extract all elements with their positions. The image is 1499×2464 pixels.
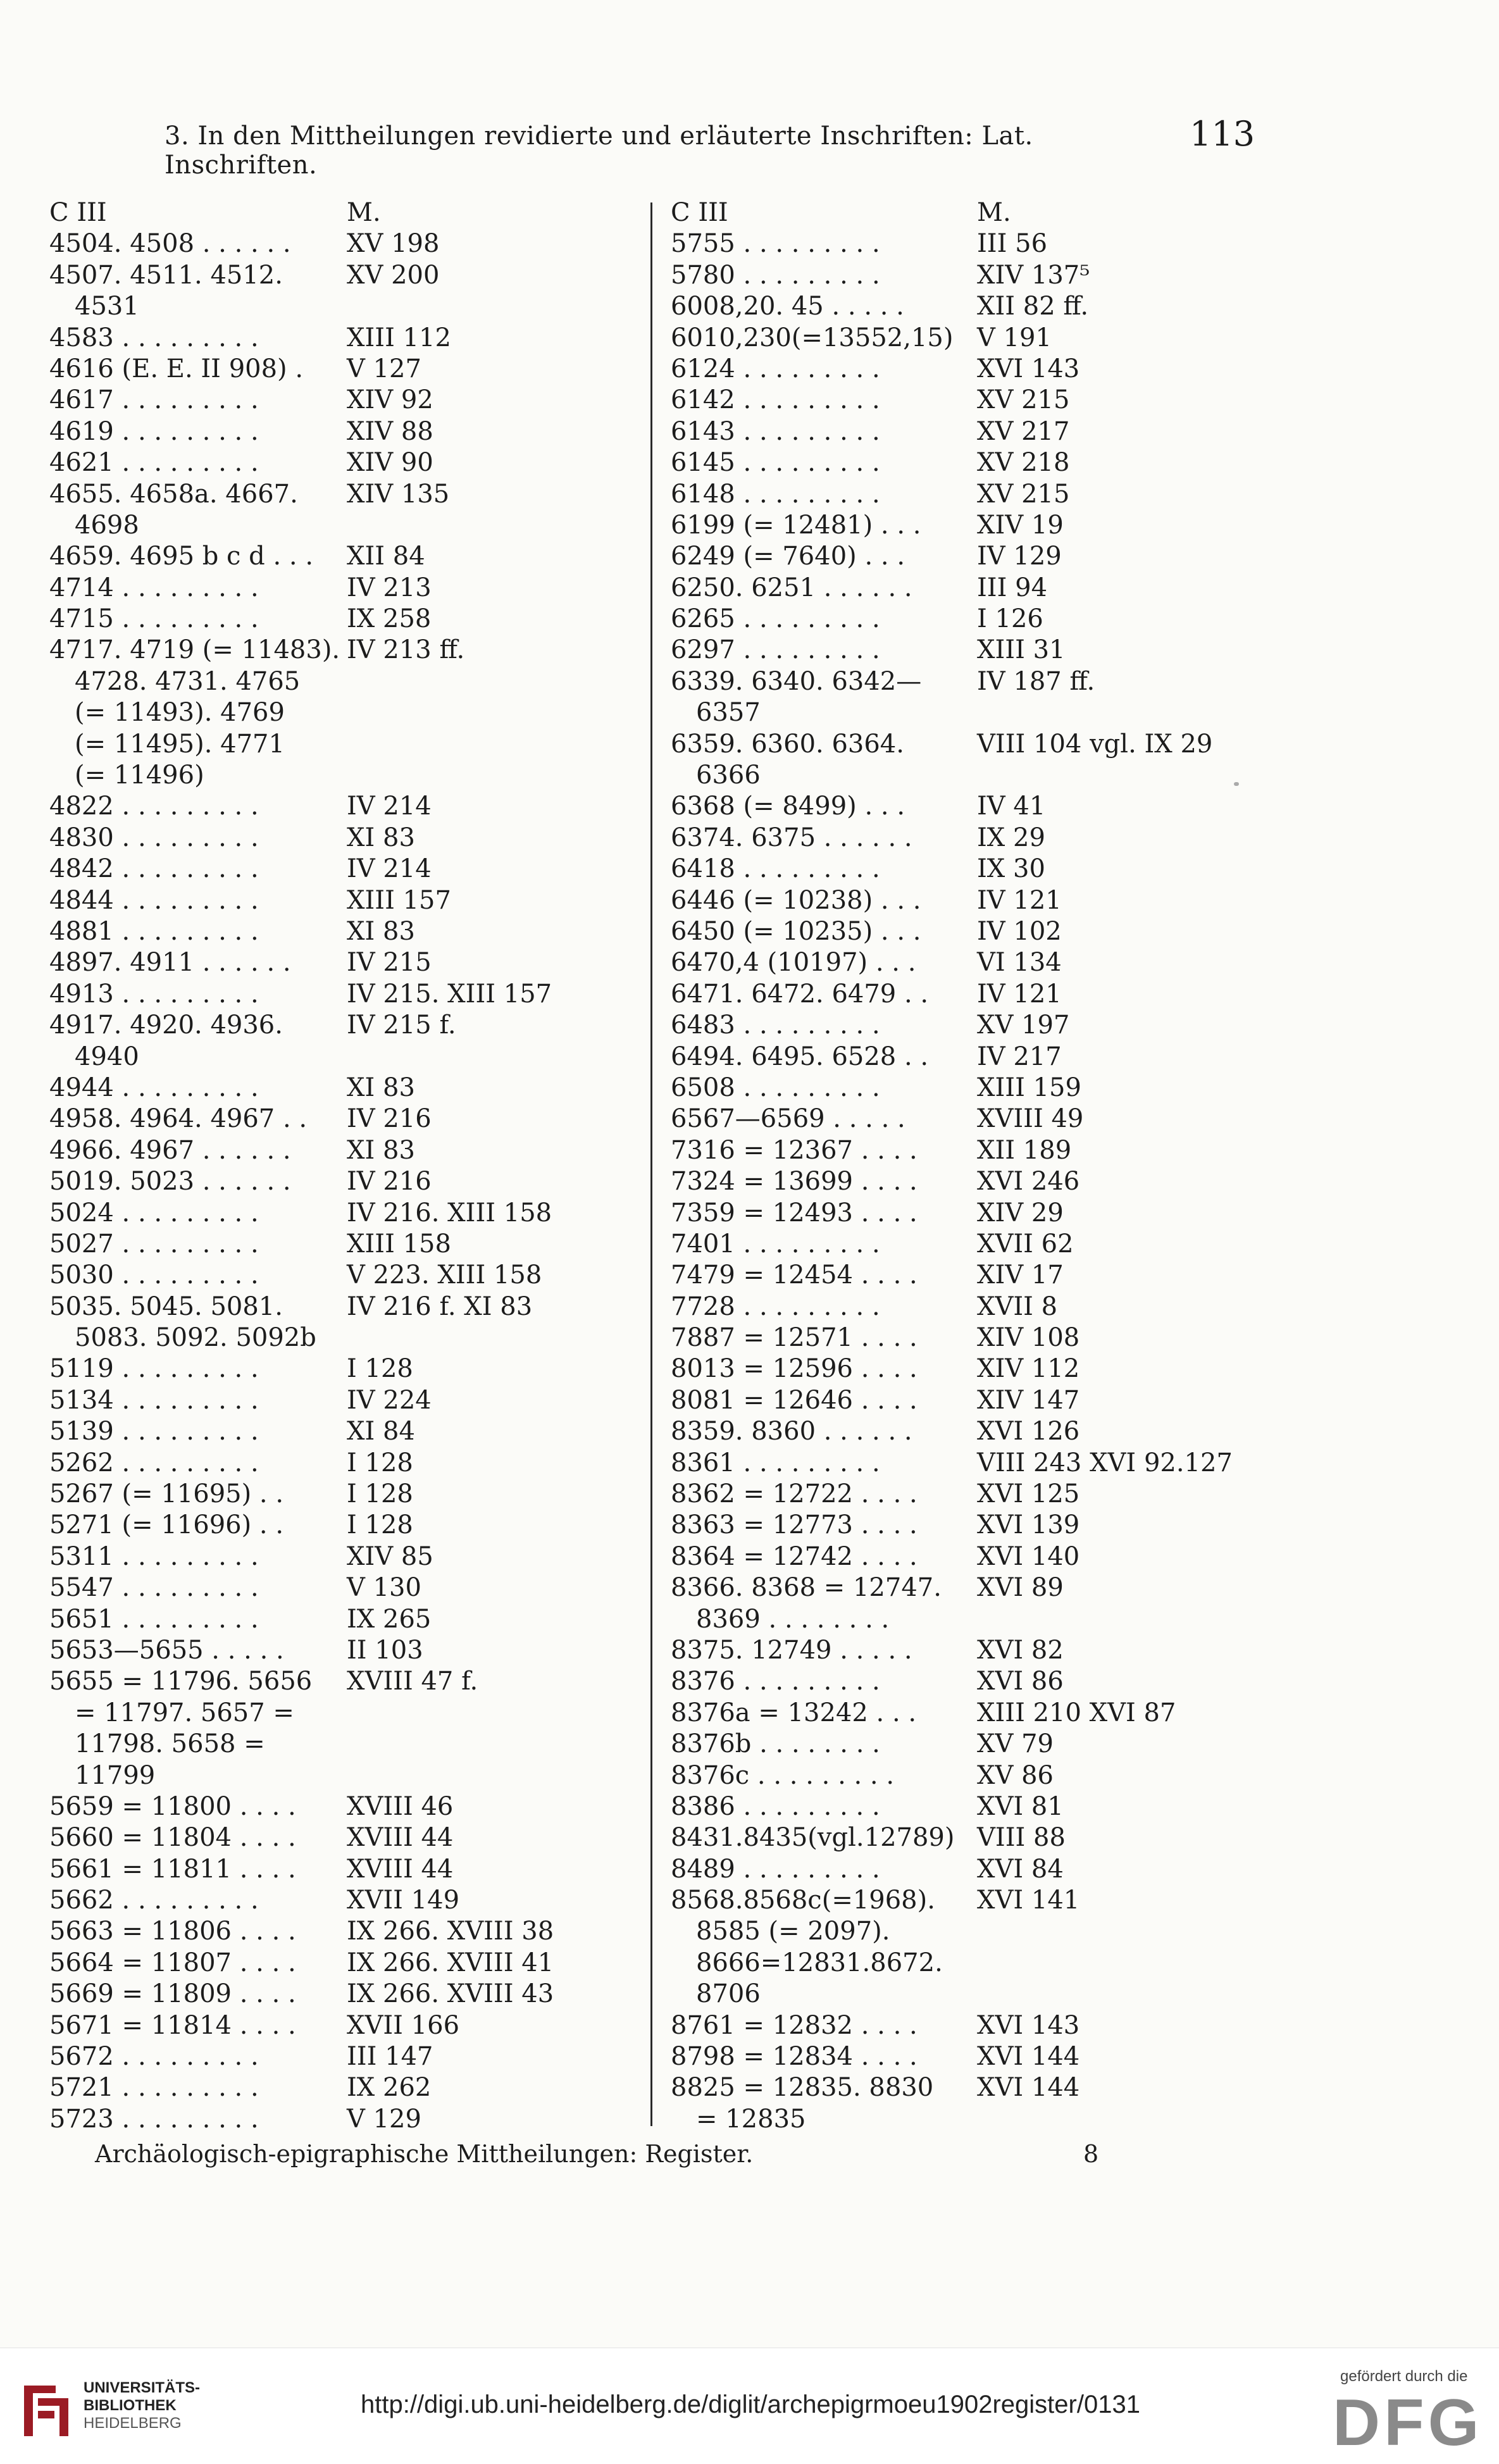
- inscription-ref: 6368 (= 8499) . . .: [671, 792, 905, 821]
- volume-page-ref: XVI 143: [977, 2010, 1080, 2040]
- inscription-ref: 4507. 4511. 4512.: [49, 260, 283, 290]
- inscription-ref: 4830 . . . . . . . . .: [49, 823, 259, 852]
- volume-page-ref: I 126: [977, 604, 1043, 634]
- volume-page-ref: XVI 140: [977, 1541, 1080, 1571]
- volume-page-ref: XIII 112: [347, 323, 451, 352]
- volume-page-ref: IV 129: [977, 542, 1062, 571]
- inscription-ref: 6470,4 (10197) . . .: [671, 948, 916, 978]
- inscription-ref: 6008,20. 45 . . . . .: [671, 292, 904, 321]
- inscription-ref: 5547 . . . . . . . . .: [49, 1573, 259, 1603]
- inscription-ref: 5139 . . . . . . . . .: [49, 1417, 259, 1447]
- volume-page-ref: XIV 137⁵: [977, 260, 1090, 290]
- volume-page-ref: XIV 147: [977, 1385, 1080, 1415]
- inscription-ref: 4728. 4731. 4765: [75, 666, 301, 696]
- volume-page-ref: IV 121: [977, 885, 1062, 915]
- volume-page-ref: IV 187 ff.: [977, 666, 1095, 696]
- inscription-ref: 4717. 4719 (= 11483).: [49, 635, 340, 665]
- inscription-ref: 5024 . . . . . . . . .: [49, 1198, 259, 1228]
- inscription-ref: 5662 . . . . . . . . .: [49, 1886, 259, 1915]
- volume-page-ref: XI 83: [347, 823, 415, 852]
- volume-page-ref: XIV 29: [977, 1198, 1064, 1228]
- inscription-ref: = 12835: [696, 2104, 806, 2134]
- inscription-ref: 6418 . . . . . . . . .: [671, 854, 880, 884]
- volume-page-ref: IV 216 f. XI 83: [347, 1291, 533, 1321]
- inscription-ref: 8386 . . . . . . . . .: [671, 1791, 880, 1821]
- volume-page-ref: XI 83: [347, 916, 415, 946]
- volume-page-ref: V 129: [347, 2104, 421, 2134]
- inscription-ref: 6124 . . . . . . . . .: [671, 354, 880, 383]
- inscription-ref: 8666=12831.8672.: [696, 1948, 943, 1977]
- inscription-ref: 11799: [75, 1760, 156, 1790]
- inscription-ref: 4940: [75, 1042, 139, 1071]
- inscription-ref: 7324 = 13699 . . . .: [671, 1167, 917, 1197]
- volume-page-ref: XVI 141: [977, 1886, 1080, 1915]
- inscription-ref: 4659. 4695 b c d . . .: [49, 542, 314, 571]
- inscription-ref: 5669 = 11809 . . . .: [49, 1979, 296, 2009]
- volume-page-ref: XVII 62: [977, 1229, 1074, 1259]
- inscription-ref: (= 11496): [75, 761, 204, 790]
- volume-page-ref: XIV 90: [347, 448, 433, 478]
- inscription-ref: 5755 . . . . . . . . .: [671, 229, 880, 259]
- volume-page-ref: M.: [347, 198, 381, 227]
- volume-page-ref: XVI 143: [977, 354, 1080, 383]
- inscription-ref: 5019. 5023 . . . . . .: [49, 1167, 291, 1197]
- volume-page-ref: IX 258: [347, 604, 432, 634]
- inscription-ref: 8364 = 12742 . . . .: [671, 1541, 917, 1571]
- volume-page-ref: XVII 149: [347, 1886, 460, 1915]
- running-head: 3. In den Mittheilungen revidierte und erläuterte Inschriften: Lat. Inschriften.: [165, 121, 1033, 180]
- inscription-ref: 5664 = 11807 . . . .: [49, 1948, 296, 1977]
- inscription-ref: 5653—5655 . . . . .: [49, 1635, 284, 1665]
- volume-page-ref: I 128: [347, 1510, 413, 1540]
- inscription-ref: 7359 = 12493 . . . .: [671, 1198, 917, 1228]
- volume-page-ref: XIV 112: [977, 1354, 1080, 1384]
- volume-page-ref: XV 215: [977, 385, 1070, 415]
- volume-page-ref: IV 214: [347, 792, 432, 821]
- inscription-ref: 6297 . . . . . . . . .: [671, 635, 880, 665]
- inscription-ref: 4655. 4658a. 4667.: [49, 479, 298, 509]
- dfg-logo: DFG: [1333, 2386, 1483, 2460]
- inscription-ref: 8359. 8360 . . . . . .: [671, 1417, 912, 1447]
- inscription-ref: 8825 = 12835. 8830: [671, 2073, 934, 2103]
- volume-page-ref: XVI 82: [977, 1635, 1064, 1665]
- inscription-ref: 8366. 8368 = 12747.: [671, 1573, 942, 1603]
- volume-page-ref: XII 82 ff.: [977, 292, 1089, 321]
- inscription-ref: 4881 . . . . . . . . .: [49, 916, 259, 946]
- inscription-ref: 4822 . . . . . . . . .: [49, 792, 259, 821]
- volume-page-ref: IX 266. XVIII 43: [347, 1979, 554, 2009]
- inscription-ref: 8081 = 12646 . . . .: [671, 1385, 917, 1415]
- inscription-ref: 4944 . . . . . . . . .: [49, 1073, 259, 1102]
- inscription-ref: 7728 . . . . . . . . .: [671, 1291, 880, 1321]
- inscription-ref: 4583 . . . . . . . . .: [49, 323, 259, 352]
- inscription-ref: 5655 = 11796. 5656: [49, 1667, 313, 1696]
- inscription-ref: = 11797. 5657 =: [75, 1698, 294, 1727]
- inscription-ref: 5267 (= 11695) . .: [49, 1479, 284, 1509]
- volume-page-ref: V 223. XIII 158: [347, 1260, 542, 1290]
- volume-page-ref: IX 265: [347, 1604, 432, 1634]
- inscription-ref: 5780 . . . . . . . . .: [671, 260, 880, 290]
- inscription-ref: 8706: [696, 1979, 761, 2009]
- inscription-ref: 6494. 6495. 6528 . .: [671, 1042, 929, 1071]
- inscription-ref: 5262 . . . . . . . . .: [49, 1448, 259, 1478]
- inscription-ref: 6366: [696, 761, 761, 790]
- volume-page-ref: XI 84: [347, 1417, 415, 1447]
- inscription-ref: 5119 . . . . . . . . .: [49, 1354, 259, 1384]
- inscription-ref: 5311 . . . . . . . . .: [49, 1541, 259, 1571]
- volume-page-ref: XI 83: [347, 1073, 415, 1102]
- inscription-ref: 7887 = 12571 . . . .: [671, 1323, 917, 1353]
- inscription-ref: 5663 = 11806 . . . .: [49, 1917, 296, 1946]
- inscription-ref: 4844 . . . . . . . . .: [49, 885, 259, 915]
- page-number: 113: [1190, 114, 1255, 154]
- inscription-ref: 4698: [75, 510, 139, 540]
- volume-page-ref: III 94: [977, 573, 1048, 602]
- inscription-ref: 8369 . . . . . . . .: [696, 1604, 890, 1634]
- inscription-ref: 8376b . . . . . . . .: [671, 1729, 880, 1759]
- volume-page-ref: XV 215: [977, 479, 1070, 509]
- inscription-ref: 6249 (= 7640) . . .: [671, 542, 905, 571]
- inscription-ref: 4897. 4911 . . . . . .: [49, 948, 291, 978]
- inscription-ref: 8489 . . . . . . . . .: [671, 1854, 880, 1884]
- volume-page-ref: III 147: [347, 2042, 433, 2072]
- inscription-ref: 6446 (= 10238) . . .: [671, 885, 921, 915]
- volume-page-ref: XVI 144: [977, 2073, 1080, 2103]
- inscription-ref: 8375. 12749 . . . . .: [671, 1635, 912, 1665]
- inscription-ref: 5134 . . . . . . . . .: [49, 1385, 259, 1415]
- inscription-ref: 4714 . . . . . . . . .: [49, 573, 259, 602]
- inscription-ref: 5027 . . . . . . . . .: [49, 1229, 259, 1259]
- volume-page-ref: IX 262: [347, 2073, 432, 2103]
- volume-page-ref: XII 189: [977, 1135, 1072, 1165]
- inscription-ref: 6508 . . . . . . . . .: [671, 1073, 880, 1102]
- volume-page-ref: XVI 139: [977, 1510, 1080, 1540]
- inscription-ref: (= 11495). 4771: [75, 729, 285, 759]
- volume-page-ref: IV 216: [347, 1104, 432, 1134]
- volume-page-ref: II 103: [347, 1635, 423, 1665]
- volume-page-ref: IX 266. XVIII 41: [347, 1948, 554, 1977]
- inscription-ref: 8585 (= 2097).: [696, 1917, 890, 1946]
- inscription-ref: 4715 . . . . . . . . .: [49, 604, 259, 634]
- volume-page-ref: IV 215. XIII 157: [347, 979, 552, 1009]
- volume-page-ref: IV 214: [347, 854, 432, 884]
- volume-page-ref: XIV 19: [977, 510, 1064, 540]
- volume-page-ref: XVI 246: [977, 1167, 1080, 1197]
- inscription-ref: 11798. 5658 =: [75, 1729, 265, 1759]
- volume-page-ref: XIII 210 XVI 87: [977, 1698, 1176, 1727]
- volume-page-ref: IV 224: [347, 1385, 432, 1415]
- inscription-ref: 8013 = 12596 . . . .: [671, 1354, 917, 1384]
- inscription-ref: 6450 (= 10235) . . .: [671, 916, 921, 946]
- volume-page-ref: XVI 126: [977, 1417, 1080, 1447]
- inscription-ref: 8431.8435(vgl.12789): [671, 1823, 955, 1853]
- volume-page-ref: IV 121: [977, 979, 1062, 1009]
- inscription-ref: 6010,230(=13552,15): [671, 323, 954, 352]
- volume-page-ref: XVIII 49: [977, 1104, 1084, 1134]
- inscription-ref: 4531: [75, 292, 139, 321]
- inscription-ref: (= 11493). 4769: [75, 698, 285, 728]
- inscription-ref: 4913 . . . . . . . . .: [49, 979, 259, 1009]
- volume-page-ref: XV 197: [977, 1011, 1070, 1040]
- volume-page-ref: IV 217: [977, 1042, 1062, 1071]
- volume-page-ref: XV 217: [977, 416, 1070, 446]
- volume-page-ref: XVIII 44: [347, 1823, 454, 1853]
- volume-page-ref: VIII 88: [977, 1823, 1066, 1853]
- inscription-ref: 4616 (E. E. II 908) .: [49, 354, 304, 383]
- volume-page-ref: XIV 88: [347, 416, 433, 446]
- volume-page-ref: XVI 144: [977, 2042, 1080, 2072]
- volume-page-ref: XII 84: [347, 542, 425, 571]
- inscription-ref: 4617 . . . . . . . . .: [49, 385, 259, 415]
- inscription-ref: 6145 . . . . . . . . .: [671, 448, 880, 478]
- footer-journal-title: Archäologisch-epigraphische Mittheilungen: Register.: [95, 2140, 754, 2168]
- inscription-ref: 8376a = 13242 . . .: [671, 1698, 917, 1727]
- inscription-ref: 4958. 4964. 4967 . .: [49, 1104, 308, 1134]
- inscription-ref: 6199 (= 12481) . . .: [671, 510, 921, 540]
- volume-page-ref: I 128: [347, 1448, 413, 1478]
- volume-page-ref: IV 216. XIII 158: [347, 1198, 552, 1228]
- inscription-ref: 6148 . . . . . . . . .: [671, 479, 880, 509]
- inscription-ref: 5030 . . . . . . . . .: [49, 1260, 259, 1290]
- permalink-url[interactable]: http://digi.ub.uni-heidelberg.de/diglit/archepigrmoeu1902register/0131: [361, 2391, 1140, 2418]
- inscription-ref: 5661 = 11811 . . . .: [49, 1854, 296, 1884]
- volume-page-ref: XVII 166: [347, 2010, 460, 2040]
- inscription-ref: 6265 . . . . . . . . .: [671, 604, 880, 634]
- inscription-ref: 7479 = 12454 . . . .: [671, 1260, 917, 1290]
- volume-page-ref: V 191: [977, 323, 1052, 352]
- volume-page-ref: XIII 158: [347, 1229, 451, 1259]
- volume-page-ref: XIV 85: [347, 1541, 433, 1571]
- volume-page-ref: XVI 125: [977, 1479, 1080, 1509]
- volume-page-ref: XIV 92: [347, 385, 433, 415]
- inscription-ref: 4842 . . . . . . . . .: [49, 854, 259, 884]
- library-name-line3: HEIDELBERG: [84, 2415, 182, 2432]
- inscription-ref: 5271 (= 11696) . .: [49, 1510, 284, 1540]
- inscription-ref: 6339. 6340. 6342—: [671, 666, 922, 696]
- volume-page-ref: VIII 243 XVI 92.127: [977, 1448, 1233, 1478]
- volume-page-ref: XVII 8: [977, 1291, 1058, 1321]
- volume-page-ref: XVI 86: [977, 1667, 1064, 1696]
- volume-page-ref: V 127: [347, 354, 421, 383]
- print-speck: [1234, 782, 1239, 786]
- inscription-ref: 8376c . . . . . . . . .: [671, 1760, 895, 1790]
- inscription-ref: 6142 . . . . . . . . .: [671, 385, 880, 415]
- inscription-ref: 8362 = 12722 . . . .: [671, 1479, 917, 1509]
- volume-page-ref: M.: [977, 198, 1011, 227]
- inscription-ref: 8376 . . . . . . . . .: [671, 1667, 880, 1696]
- inscription-ref: 4966. 4967 . . . . . .: [49, 1135, 291, 1165]
- volume-page-ref: XV 200: [347, 260, 440, 290]
- inscription-ref: 5671 = 11814 . . . .: [49, 2010, 296, 2040]
- volume-page-ref: IV 215 f.: [347, 1011, 456, 1040]
- funding-caption: gefördert durch die: [1340, 2368, 1468, 2385]
- inscription-ref: 6374. 6375 . . . . . .: [671, 823, 912, 852]
- volume-page-ref: XVIII 47 f.: [347, 1667, 478, 1696]
- inscription-ref: 5723 . . . . . . . . .: [49, 2104, 259, 2134]
- volume-page-ref: V 130: [347, 1573, 421, 1603]
- library-name-line2: BIBLIOTHEK: [84, 2397, 177, 2414]
- volume-page-ref: IV 216: [347, 1167, 432, 1197]
- inscription-ref: 7316 = 12367 . . . .: [671, 1135, 917, 1165]
- volume-page-ref: XV 198: [347, 229, 440, 259]
- inscription-ref: 8798 = 12834 . . . .: [671, 2042, 917, 2072]
- inscription-ref: 5660 = 11804 . . . .: [49, 1823, 296, 1853]
- inscription-ref: 7401 . . . . . . . . .: [671, 1229, 880, 1259]
- inscription-ref: 5083. 5092. 5092b: [75, 1323, 316, 1353]
- inscription-ref: 6250. 6251 . . . . . .: [671, 573, 912, 602]
- inscription-ref: 8363 = 12773 . . . .: [671, 1510, 917, 1540]
- volume-page-ref: IV 102: [977, 916, 1062, 946]
- volume-page-ref: VIII 104 vgl. IX 29: [977, 729, 1213, 759]
- library-name-line1: UNIVERSITÄTS-: [84, 2379, 201, 2396]
- inscription-ref: 5659 = 11800 . . . .: [49, 1791, 296, 1821]
- volume-page-ref: XV 218: [977, 448, 1070, 478]
- volume-page-ref: IV 213: [347, 573, 432, 602]
- volume-page-ref: IX 30: [977, 854, 1045, 884]
- volume-page-ref: XVIII 46: [347, 1791, 454, 1821]
- volume-page-ref: IX 266. XVIII 38: [347, 1917, 554, 1946]
- volume-page-ref: III 56: [977, 229, 1048, 259]
- volume-page-ref: XVI 81: [977, 1791, 1064, 1821]
- inscription-ref: 6471. 6472. 6479 . .: [671, 979, 929, 1009]
- inscription-ref: 4621 . . . . . . . . .: [49, 448, 259, 478]
- volume-page-ref: I 128: [347, 1479, 413, 1509]
- inscription-ref: C III: [49, 198, 107, 227]
- inscription-ref: 5651 . . . . . . . . .: [49, 1604, 259, 1634]
- volume-page-ref: XIII 31: [977, 635, 1066, 665]
- inscription-ref: 6143 . . . . . . . . .: [671, 416, 880, 446]
- volume-page-ref: XIII 159: [977, 1073, 1081, 1102]
- inscription-ref: 5035. 5045. 5081.: [49, 1291, 283, 1321]
- volume-page-ref: IX 29: [977, 823, 1045, 852]
- volume-page-ref: IV 215: [347, 948, 432, 978]
- volume-page-ref: XIV 135: [347, 479, 450, 509]
- volume-page-ref: VI 134: [977, 948, 1062, 978]
- inscription-ref: 6483 . . . . . . . . .: [671, 1011, 880, 1040]
- inscription-ref: C III: [671, 198, 728, 227]
- volume-page-ref: XI 83: [347, 1135, 415, 1165]
- column-divider: [650, 202, 652, 2126]
- volume-page-ref: I 128: [347, 1354, 413, 1384]
- inscription-ref: 6567—6569 . . . . .: [671, 1104, 905, 1134]
- inscription-ref: 8761 = 12832 . . . .: [671, 2010, 917, 2040]
- inscription-ref: 8361 . . . . . . . . .: [671, 1448, 880, 1478]
- footer-signature: 8: [1083, 2140, 1099, 2168]
- inscription-ref: 8568.8568c(=1968).: [671, 1886, 935, 1915]
- inscription-ref: 5721 . . . . . . . . .: [49, 2073, 259, 2103]
- inscription-ref: 5672 . . . . . . . . .: [49, 2042, 259, 2072]
- inscription-ref: 4619 . . . . . . . . .: [49, 416, 259, 446]
- volume-page-ref: XVIII 44: [347, 1854, 454, 1884]
- inscription-ref: 6359. 6360. 6364.: [671, 729, 904, 759]
- library-name: [84, 2379, 200, 2432]
- inscription-ref: 6357: [696, 698, 761, 728]
- volume-page-ref: XV 86: [977, 1760, 1054, 1790]
- volume-page-ref: XIV 108: [977, 1323, 1080, 1353]
- volume-page-ref: XV 79: [977, 1729, 1054, 1759]
- volume-page-ref: XVI 84: [977, 1854, 1064, 1884]
- volume-page-ref: XVI 89: [977, 1573, 1064, 1603]
- volume-page-ref: XIV 17: [977, 1260, 1064, 1290]
- inscription-ref: 4504. 4508 . . . . . .: [49, 229, 291, 259]
- volume-page-ref: IV 213 ff.: [347, 635, 465, 665]
- volume-page-ref: XIII 157: [347, 885, 451, 915]
- university-library-logo-icon: [18, 2379, 75, 2442]
- inscription-ref: 4917. 4920. 4936.: [49, 1011, 283, 1040]
- volume-page-ref: IV 41: [977, 792, 1046, 821]
